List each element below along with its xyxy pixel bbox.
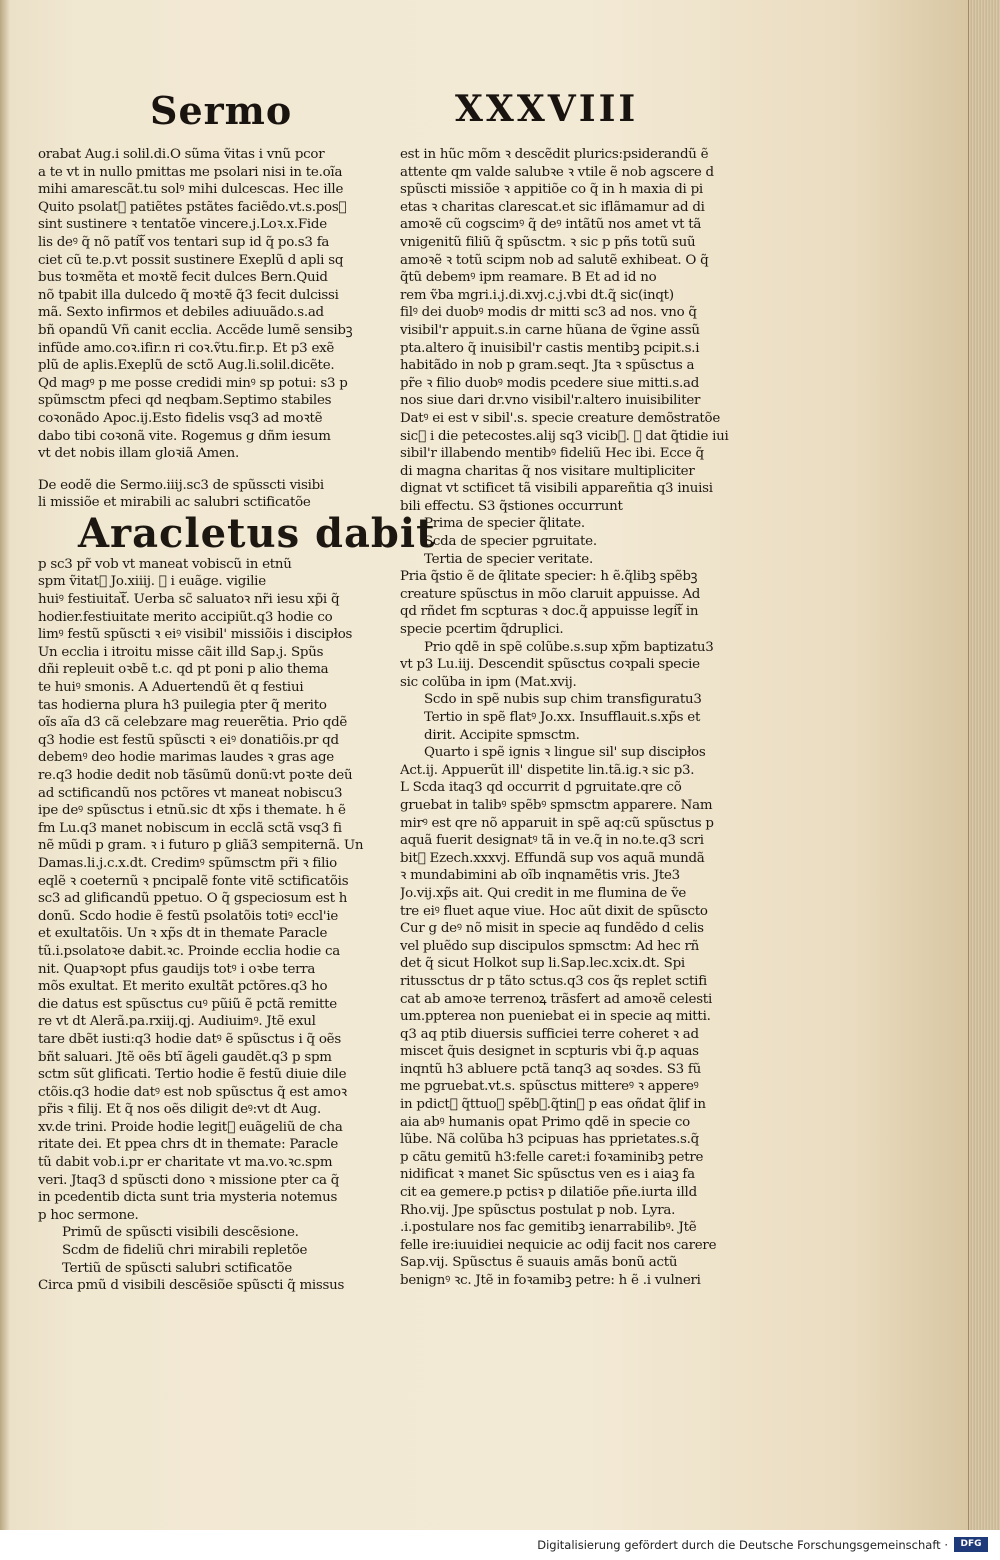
dfg-logo: DFG xyxy=(954,1537,988,1552)
text-line: re.q3 hodie dedit nob tãsũmũ donũ:vt poꝛte deũ xyxy=(38,768,353,783)
text-line: sint sustinere ꝛ tentatõe vincere.j.Loꝛ.x.Fide xyxy=(38,217,327,233)
text-line: dirit. Accipite spmsctm. xyxy=(424,727,580,743)
text-line: Prima de specier q̃litate. xyxy=(424,516,585,532)
text-line: Scda de specier pgruitate. xyxy=(424,534,597,550)
text-line: felle ire:iuuidiei nequicie ac odij facit nos carere xyxy=(400,1237,717,1253)
text-line: Primũ de spũscti visibili descẽsione. xyxy=(62,1225,299,1241)
text-line: infũde amo.coꝛ.ifir.n ri coꝛ.ṽtu.fir.p. Et p3 exẽ xyxy=(38,340,335,356)
text-line: sibil'r illabendo mentibꝰ fideliũ Hec ibi. Ecce q̃ xyxy=(400,446,704,462)
text-line: bitᷓ Ezech.xxxvj. Effundã sup vos aquã mundã xyxy=(400,850,705,866)
section-gap xyxy=(38,463,388,477)
text-line: aia abꝰ humanis opat Primo qdẽ in specie co xyxy=(400,1114,690,1130)
text-line: fm Lu.q3 manet nobiscum in ecclã sctã vsq3 fi xyxy=(38,820,342,836)
text-line: pr̃e ꝛ filio duobꝰ modis pcedere siue mitti.s.ad xyxy=(400,375,700,391)
text-line: vnigenitũ filiũ q̃ spũsctm. ꝛ sic p pñs totũ suũ xyxy=(400,234,696,250)
text-line: orabat Aug.i solil.di.O sũma ṽitas i vnũ pcor xyxy=(38,147,325,162)
text-line: di magna charitas q̃ nos visitare multipliciter xyxy=(400,463,695,479)
text-line: in pdictᷓ q̃ttuoꝛ spẽbꝰ.q̃tinꝰ p eas oñdat q̃lif in xyxy=(400,1097,706,1113)
text-line: Rho.vij. Jpe spũsctus postulat p nob. Lyra. xyxy=(400,1202,676,1218)
text-line: vt det nobis illam gloꝛiã Amen. xyxy=(38,446,239,462)
text-line: spũscti missiõe ꝛ appitiõe co q̃ in h maxia di pi xyxy=(400,182,703,198)
text-line: mihi amarescãt.tu solꝰ mihi dulcescas. Hec ille xyxy=(38,182,344,198)
text-line: sic colũba in ipm (Mat.xvij. xyxy=(400,674,577,690)
text-line: Scdm de fideliũ chri mirabili repletõe xyxy=(62,1243,308,1259)
text-line: spũmsctm pfeci qd neqbam.Septimo stabiles xyxy=(38,393,332,409)
text-line: Circa pmũ d visibili descẽsiõe spũscti q̃ missus xyxy=(38,1278,345,1294)
text-line: qd rñdet fm scpturas ꝛ doc.q̃ appuisse legitᷓ in xyxy=(400,604,699,620)
text-line: sc3 ad glificandũ ppetuo. O q̃ gspeciosum est h xyxy=(38,891,348,907)
text-line: sicᷓ i die petecostes.alij sq3 vicibꝰ. ꝛ dat q̃tidie iui xyxy=(400,428,729,444)
text-line: Quarto i spẽ ignis ꝛ lingue sil' sup discipłos xyxy=(424,745,706,761)
text-line: p sc3 pr̃ vob vt maneat vobiscũ in etnũ xyxy=(38,556,292,572)
text-line: est in hũc mõm ꝛ descẽdit plurics:psiderandũ ẽ xyxy=(400,147,709,162)
text-line: q3 aq ptib diuersis sufficiei terre coheret ꝛ ad xyxy=(400,1026,699,1042)
text-line: Prio qdẽ in spẽ colũbe.s.sup xp̃m baptizatu3 xyxy=(424,639,714,655)
text-line: li missiõe et mirabili ac salubri sctificatõe xyxy=(38,495,311,511)
text-line: creature spũsctus in mõo claruit appuisse. Ad xyxy=(400,586,701,602)
text-line: dignat vt sctificet tã visibili appareñtia q3 inuisi xyxy=(400,481,713,497)
text-line: Act.ij. Appuerũt ill' dispetite lin.tã.ig.ꝛ sic p3. xyxy=(400,762,695,778)
text-line: et exultatõis. Un ꝛ xp̃s dt in themate Paracle xyxy=(38,926,328,942)
text-line: coꝛonãdo Apoc.ij.Esto fidelis vsq3 ad moꝛtẽ xyxy=(38,410,323,426)
text-line: hodier.festiuitate merito accipiũt.q3 hodie co xyxy=(38,609,333,625)
text-line: a te vt in nullo pmittas me psolari nisi in te.oĩa xyxy=(38,164,343,180)
text-line: nit. Quapꝛopt pfus gaudijs totꝰ i oꝛbe terra xyxy=(38,961,316,977)
text-line: vel pluẽdo sup discipulos spmsctm: Ad hec rñ xyxy=(400,938,700,954)
text-line: benignꝰ ꝛc. Jtẽ in foꝛamibꝫ petre: h ẽ .i vulneri xyxy=(400,1273,701,1288)
text-column-left xyxy=(38,146,436,1295)
text-line: ad sctificandũ nos pctõres vt maneat nobiscu3 xyxy=(38,785,343,801)
text-line: ciet cũ te.p.vt possit sustinere Exeplũ d apli sq xyxy=(38,252,344,268)
text-line: etas ꝛ charitas clarescat.et sic iflãmamur ad di xyxy=(400,199,705,215)
text-line: donũ. Scdo hodie ẽ festũ psolatõis totiꝰ eccl'ie xyxy=(38,908,339,924)
text-line: filꝰ dei duobꝰ modis dr mitti sc3 ad nos. vno q̃ xyxy=(400,305,697,321)
text-line: eqlẽ ꝛ coeternũ ꝛ pncipalẽ fonte vitẽ sctificatõis xyxy=(38,873,349,889)
text-line: limꝰ festũ spũscti ꝛ eiꝰ visibil' missiõis i discipłos xyxy=(38,627,353,643)
text-line: Datꝰ ei est v sibil'.s. specie creature demõstratõe xyxy=(400,410,721,426)
text-line: lis deꝰ q̃ nõ patitᷓ vos tentari sup id q̃ po.s3 fa xyxy=(38,234,330,250)
text-line: Tertio in spẽ flatꝰ Jo.xx. Insufflauit.s.xp̃s et xyxy=(424,710,701,725)
text-line: L Scda itaq3 qd occurrit d pgruitate.qre cõ xyxy=(400,780,682,796)
text-line: Un ecclia i itroitu misse cãit illd Sap.j. Spũs xyxy=(38,644,324,660)
text-line: amoꝛẽ cũ cogscimꝰ q̃ deꝰ intãtũ nos amet vt tã xyxy=(400,217,702,233)
text-line: rem ṽba mgri.i.j.di.xvj.c.j.vbi dt.q̃ sic(inqt) xyxy=(400,287,674,303)
text-line: re vt dt Alerã.pa.rxiij.qj. Audiuimꝰ. Jtẽ exul xyxy=(38,1014,316,1030)
text-line: tare dbẽt iusti:q3 hodie datꝰ ẽ spũsctus i q̃ oẽs xyxy=(38,1031,341,1047)
text-line: te huiꝰ smonis. A Aduertendũ ẽt q festiui xyxy=(38,680,304,696)
text-line: visibil'r appuit.s.in carne hũana de ṽgine assũ xyxy=(400,322,700,338)
text-line: ritussctus dr p tãto sctus.q3 cos q̃s replet sctifi xyxy=(400,973,707,989)
text-line: tre eiꝰ fluet aque viue. Hoc aũt dixit de spũscto xyxy=(400,903,708,919)
text-line: in pcedentib dicta sunt tria mysteria notemus xyxy=(38,1190,338,1206)
text-line: lũbe. Nã colũba h3 pcipuas has pprietates.s.q̃ xyxy=(400,1132,699,1148)
text-line: plũ de aplis.Exeplũ de sctõ Aug.li.solil.dicẽte. xyxy=(38,358,335,374)
text-line: ritate dei. Et ppea chrs dt in themate: Paracle xyxy=(38,1137,339,1153)
text-line: cat ab amoꝛe terrenoꝝ trãsfert ad amoꝛẽ celesti xyxy=(400,991,712,1007)
text-line: mã. Sexto infirmos et debiles adiuuãdo.s.ad xyxy=(38,305,324,321)
text-line: gruebat in talibꝰ spẽbꝰ spmsctm apparere. Nam xyxy=(400,797,713,813)
text-line: ꝛ mundabimini ab oĩb inqnamẽtis vris. Jte3 xyxy=(400,868,680,884)
text-line: Sap.vij. Spũsctus ẽ suauis amãs bonũ actũ xyxy=(400,1255,678,1271)
text-line: Qd magꝰ p me posse credidi minꝰ sp potui: s3 p xyxy=(38,375,348,391)
text-line: sctm sũt glificati. Tertio hodie ẽ festũ diuie dile xyxy=(38,1067,347,1083)
text-line: q3 hodie est festũ spũscti ꝛ eiꝰ donatiõis.pr qd xyxy=(38,732,339,748)
text-line: vt p3 Lu.iij. Descendit spũsctus coꝛpali specie xyxy=(400,657,700,673)
text-line: pr̃is ꝛ filij. Et q̃ nos oẽs diligit deꝰ:vt dt Aug. xyxy=(38,1102,321,1118)
text-line: bñ opandũ Vñ canit ecclia. Accẽde lumẽ sensibꝫ xyxy=(38,322,353,338)
text-line: Scdo in spẽ nubis sup chim transfiguratu3 xyxy=(424,692,702,708)
text-line: Cur g deꝰ nõ misit in specie aq fundẽdo d celis xyxy=(400,921,704,937)
text-line: um.ppterea non pueniebat ei in specie aq mitti. xyxy=(400,1009,711,1025)
text-line: p cãtu gemitũ h3:felle caret:i foꝛaminibꝫ petre xyxy=(400,1149,704,1165)
text-line: Tertiũ de spũscti salubri sctificatõe xyxy=(62,1260,293,1276)
text-column-right xyxy=(400,146,740,1290)
text-line: p hoc sermone. xyxy=(38,1207,139,1223)
text-line: xv.de trini. Proide hodie legitᷓ euãgeliũ de cha xyxy=(38,1119,343,1135)
section-incipit: Aracletus dabit xyxy=(78,509,436,557)
text-line: tũ dabit vob.i.pr er charitate vt ma.vo.ꝛc.spm xyxy=(38,1155,333,1171)
text-line: nos siue dari dr.vno visibil'r.altero inuisibiliter xyxy=(400,393,701,409)
text-line: die datus est spũsctus cuꝰ pũiũ ẽ pctã remitte xyxy=(38,996,337,1012)
text-line: Pria q̃stio ẽ de q̃litate specier: h ẽ.q̃libꝫ spẽbꝫ xyxy=(400,569,698,585)
text-line: spm ṽitatᷓ Jo.xiiij. ꝛ i euãge. vigilie xyxy=(38,574,266,590)
text-line: inqntũ h3 abluere pctã tanq3 aq soꝛdes. S3 fũ xyxy=(400,1061,702,1077)
text-line: Damas.li.j.c.x.dt. Credimꝰ spũmsctm pr̃i ꝛ filio xyxy=(38,855,337,871)
text-line: attente qm valde salubꝛe ꝛ vtile ẽ nob agscere d xyxy=(400,164,714,180)
text-line: amoꝛẽ ꝛ totũ scipm nob ad salutẽ exhibeat. O q̃ xyxy=(400,252,709,268)
page-edges xyxy=(968,0,1000,1530)
text-line: De eodẽ die Sermo.iiij.sc3 de spũsscti visibi xyxy=(38,477,324,493)
text-line: Jo.vij.xp̃s ait. Qui credit in me flumina de ṽe xyxy=(400,885,687,901)
text-line: tũ.i.psolatoꝛe dabit.ꝛc. Proinde ecclia hodie ca xyxy=(38,943,341,959)
text-line: cit ea gemere.p pctisꝛ p dilatiõe pñe.iurta illd xyxy=(400,1185,697,1201)
text-line: me pgruebat.vt.s. spũsctus mittereꝰ ꝛ appereꝰ xyxy=(400,1079,699,1095)
text-line: dñi repleuit oꝛbẽ t.c. qd pt poni p alio thema xyxy=(38,662,329,678)
text-line: q̃tũ debemꝰ ipm reamare. B Et ad id no xyxy=(400,270,657,286)
running-head-left: Sermo xyxy=(150,88,293,133)
text-line: habitãdo in nob p gram.seqt. Jta ꝛ spũsctus a xyxy=(400,358,695,374)
funding-credit: Digitalisierung gefördert durch die Deutsche Forschungsgemeinschaft · xyxy=(537,1538,948,1552)
text-line: aquã fuerit designatꝰ tã in ve.q̃ in no.te.q3 scri xyxy=(400,833,704,849)
digitization-footer xyxy=(0,1530,1000,1560)
text-line: nẽ mũdi p gram. ꝛ i futuro p gliã3 sempiternã. Un xyxy=(38,838,364,854)
gutter-shadow xyxy=(0,0,10,1530)
text-line: Tertia de specier veritate. xyxy=(424,551,593,567)
text-line: nidificat ꝛ manet Sic spũsctus ven es i aiaꝫ fa xyxy=(400,1167,695,1183)
text-line: pta.altero q̃ inuisibil'r castis mentibꝫ pcipit.s.i xyxy=(400,340,700,356)
text-line: dabo tibi coꝛonã vite. Rogemus g dñm iesum xyxy=(38,428,331,444)
text-line: mirꝰ est qre nõ apparuit in spẽ aq:cũ spũsctus p xyxy=(400,815,714,831)
text-line: .i.postulare nos fac gemitibꝫ ienarrabilibꝰ. Jtẽ xyxy=(400,1220,697,1236)
text-line: bus toꝛmẽta et moꝛtẽ fecit dulces Bern.Quid xyxy=(38,270,328,286)
running-head-right: XXXVIII xyxy=(455,88,639,130)
text-line: Quito psolatᷓ patiẽtes pstãtes faciẽdo.vt.s.posꝰ xyxy=(38,199,347,215)
text-line: ctõis.q3 hodie datꝰ est nob spũsctus q̃ est amoꝛ xyxy=(38,1084,347,1100)
text-line: veri. Jtaq3 d spũscti dono ꝛ missione pter ca q̃ xyxy=(38,1172,340,1188)
text-line: miscet q̃uis designet in scpturis vbi q̃.p aquas xyxy=(400,1044,699,1060)
text-line: tas hodierna plura h3 puilegia pter q̃ merito xyxy=(38,697,327,713)
text-line: specie pcertim q̃druplici. xyxy=(400,622,564,638)
text-line: bñt saluari. Jtẽ oẽs btĩ ãgeli gaudẽt.q3 p spm xyxy=(38,1049,332,1065)
text-line: debemꝰ deo hodie marimas laudes ꝛ gras age xyxy=(38,750,334,766)
text-line: mõs exultat. Et merito exultãt pctõres.q3 ho xyxy=(38,979,328,995)
text-line: nõ tpabit illa dulcedo q̃ moꝛtẽ q̃3 fecit dulcissi xyxy=(38,287,339,303)
text-line: oĩs aĩa d3 cã celebzare mag reuerẽtia. Prio qdẽ xyxy=(38,715,348,731)
text-line: bili effectu. S3 q̃stiones occurrunt xyxy=(400,498,623,514)
text-line: huiꝰ festiuitatᷓ. Uerba sc̃ saluatoꝛ nr̃i iesu xp̃i q̃ xyxy=(38,592,340,608)
text-line: det q̃ sicut Holkot sup li.Sap.lec.xcix.dt. Spi xyxy=(400,956,685,972)
text-line: ipe deꝰ spũsctus i etnũ.sic dt xp̃s i themate. h ẽ xyxy=(38,803,346,819)
